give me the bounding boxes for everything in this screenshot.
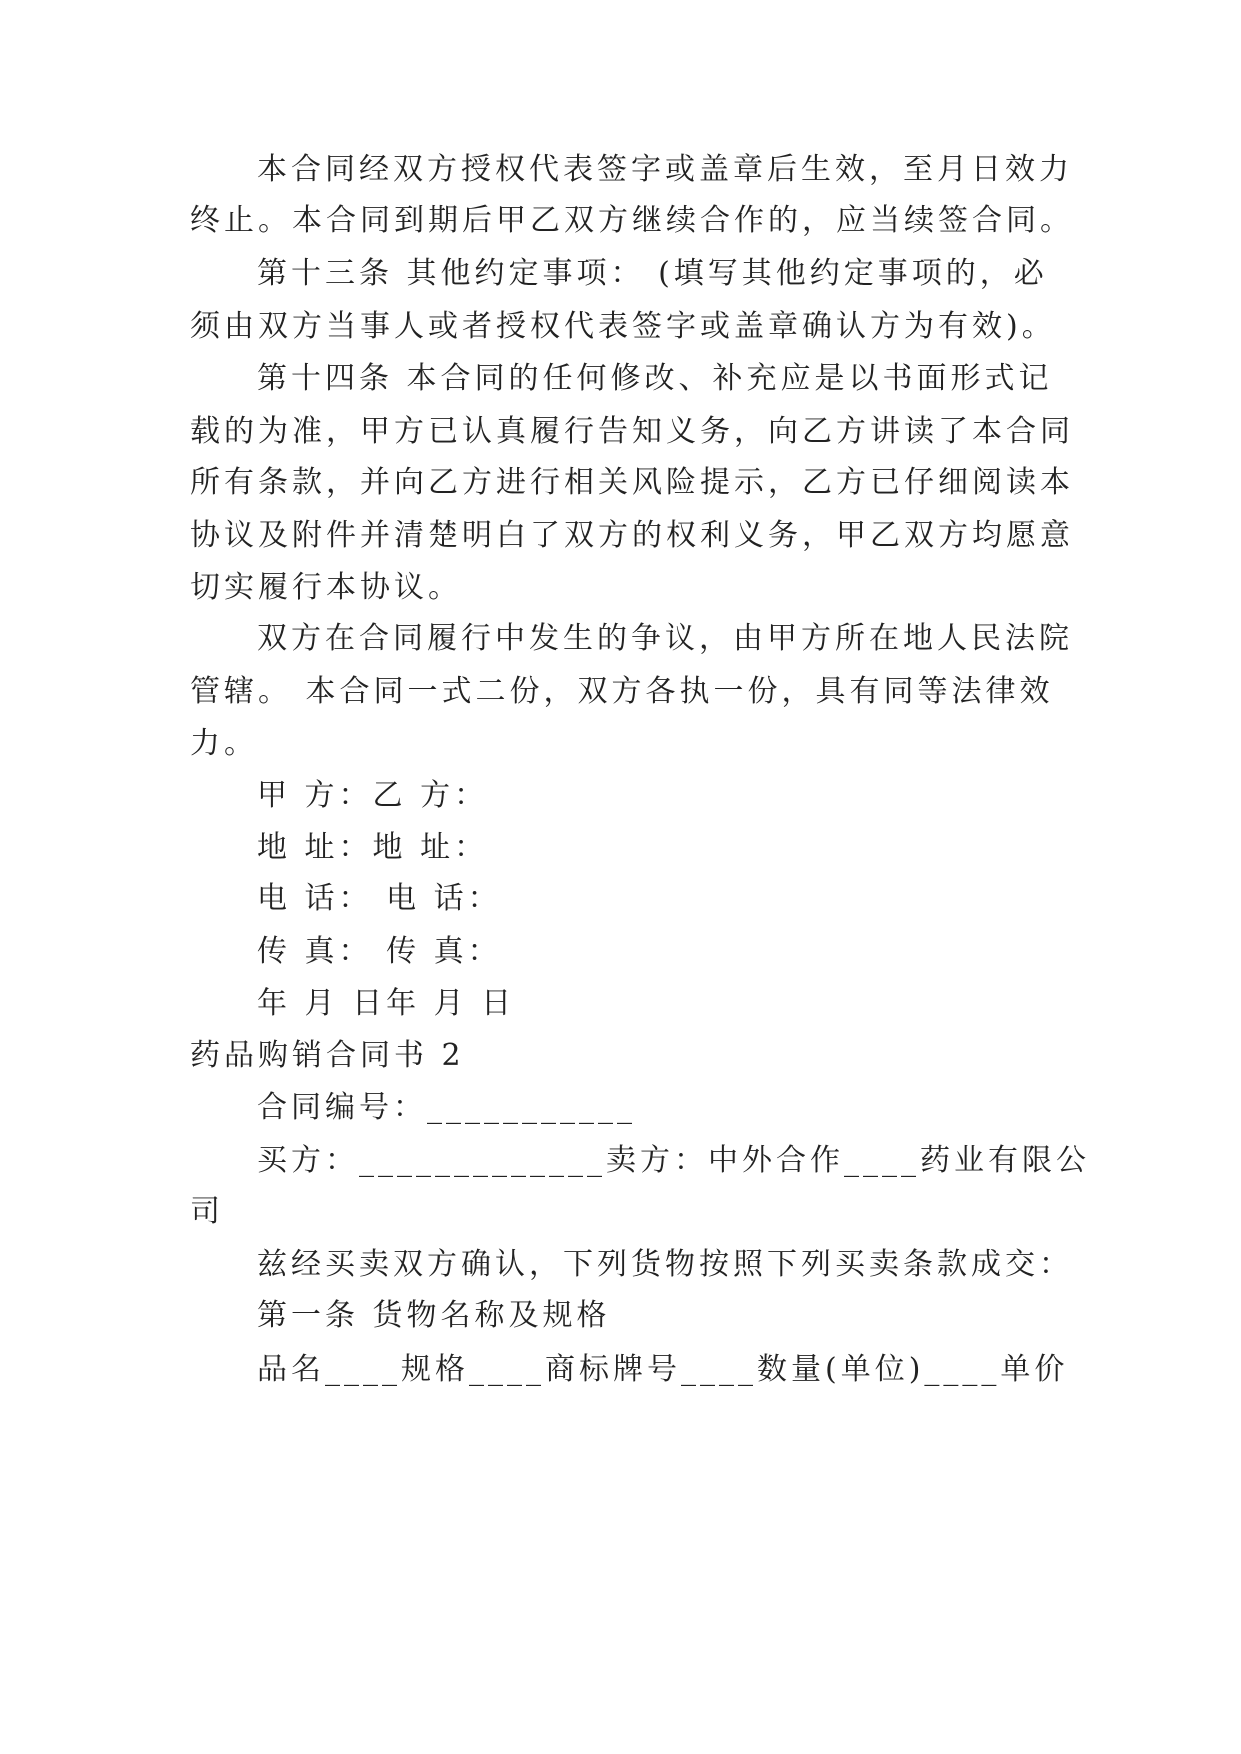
text-line: 力。	[190, 726, 258, 761]
text-line: 双方在合同履行中发生的争议，由甲方所在地人民法院	[257, 621, 1073, 656]
text-line: 管辖。 本合同一式二份，双方各执一份，具有同等法律效	[190, 674, 1054, 709]
text-line: 地 址：地 址：	[257, 830, 489, 865]
text-line: 终止。本合同到期后甲乙双方继续合作的，应当续签合同。	[190, 203, 1074, 238]
text-line: 所有条款，并向乙方进行相关风险提示，乙方已仔细阅读本	[190, 465, 1074, 500]
text-line: 协议及附件并清楚明白了双方的权利义务，甲乙双方均愿意	[190, 518, 1074, 553]
text-line: 传 真： 传 真：	[257, 934, 502, 969]
text-line: 须由双方当事人或者授权代表签字或盖章确认方为有效)。	[190, 309, 1056, 344]
text-line: 兹经买卖双方确认，下列货物按照下列买卖条款成交：	[257, 1247, 1073, 1282]
section-title: 药品购销合同书 2	[190, 1038, 465, 1073]
text-line: 品名____规格____商标牌号____数量(单位)____单价	[257, 1352, 1069, 1387]
text-line: 第一条 货物名称及规格	[257, 1298, 611, 1333]
text-line: 甲 方：乙 方：	[257, 778, 489, 813]
text-line: 第十四条 本合同的任何修改、补充应是以书面形式记	[257, 361, 1053, 396]
text-line: 买方：_____________卖方：中外合作____药业有限公	[257, 1143, 1090, 1178]
text-line: 载的为准，甲方已认真履行告知义务，向乙方讲读了本合同	[190, 414, 1074, 449]
text-line: 电 话： 电 话：	[257, 881, 502, 916]
text-line: 年 月 日年 月 日	[257, 986, 516, 1021]
text-line: 第十三条 其他约定事项： (填写其他约定事项的，必	[257, 256, 1048, 291]
text-line: 合同编号：___________	[257, 1090, 636, 1125]
text-line: 切实履行本协议。	[190, 570, 462, 605]
text-line: 本合同经双方授权代表签字或盖章后生效，至月日效力	[257, 152, 1073, 187]
text-line: 司	[190, 1194, 224, 1229]
